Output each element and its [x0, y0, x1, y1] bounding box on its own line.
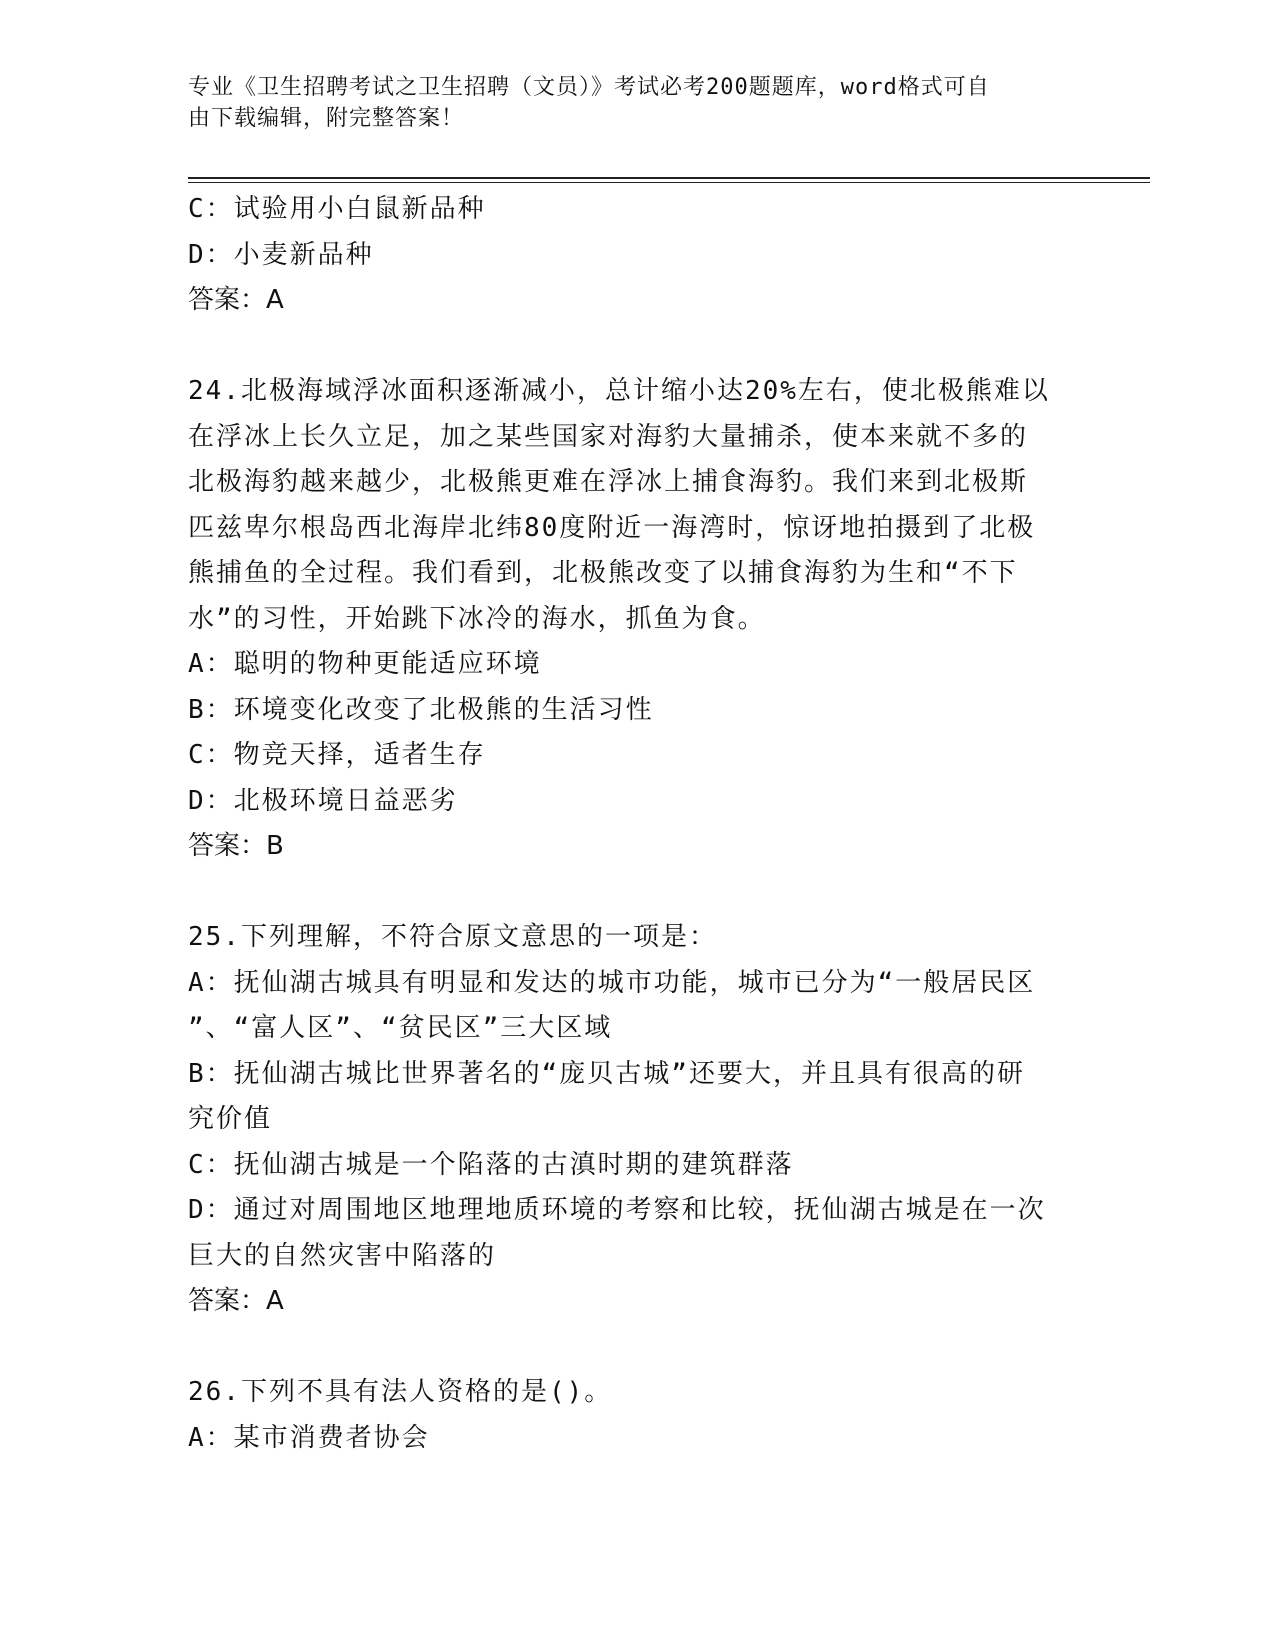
question-stem-line: 北极海豹越来越少，北极熊更难在浮冰上捕食海豹。我们来到北极斯 [188, 467, 1029, 497]
option-a: A：抚仙湖古城具有明显和发达的城市功能，城市已分为“一般居民区 [188, 967, 1036, 998]
option-d: D：北极环境日益恶劣 [188, 785, 458, 816]
option-d-continued: 巨大的自然灾害中陷落的 [188, 1240, 497, 1271]
answer-line: 答案：B [188, 831, 284, 861]
option-a: A：某市消费者协会 [188, 1422, 430, 1453]
question-26 [188, 1370, 1068, 1461]
option-c: C：抚仙湖古城是一个陷落的古滇时期的建筑群落 [188, 1149, 794, 1180]
document-header [188, 72, 1068, 134]
header-line-1: 专业《卫生招聘考试之卫生招聘（文员）》考试必考200题题库，word格式可自 [188, 75, 990, 100]
option-a-continued: ”、“富人区”、“贫民区”三大区域 [188, 1013, 613, 1043]
header-rule-thin [188, 182, 1150, 183]
question-stem: 25.下列理解，不符合原文意思的一项是： [188, 922, 717, 952]
question-stem-line: 24.北极海域浮冰面积逐渐减小，总计缩小达20%左右，使北极熊难以 [188, 376, 1050, 406]
option-d: D：通过对周围地区地理地质环境的考察和比较，抚仙湖古城是在一次 [188, 1195, 1046, 1225]
header-rule-thick [188, 177, 1150, 179]
answer-line: 答案：A [188, 1286, 284, 1316]
spacer [188, 324, 1068, 370]
option-d: D：小麦新品种 [188, 239, 374, 270]
option-b-continued: 究价值 [188, 1104, 273, 1134]
document-body [188, 187, 1068, 1461]
question-23-tail [188, 187, 1068, 324]
question-stem-line: 在浮冰上长久立足，加之某些国家对海豹大量捕杀，使本来就不多的 [188, 421, 1029, 452]
question-25 [188, 915, 1068, 1325]
question-stem: 26.下列不具有法人资格的是()。 [188, 1377, 613, 1407]
question-stem-line: 熊捕鱼的全过程。我们看到，北极熊改变了以捕食海豹为生和“不下 [188, 558, 1018, 588]
spacer [188, 1325, 1068, 1371]
answer-line: 答案：A [188, 285, 284, 315]
header-line-2: 由下载编辑，附完整答案！ [188, 106, 465, 131]
option-b: B：抚仙湖古城比世界著名的“庞贝古城”还要大，并且具有很高的研 [188, 1058, 1025, 1089]
question-stem-line: 匹兹卑尔根岛西北海岸北纬80度附近一海湾时，惊讶地拍摄到了北极 [188, 512, 1036, 543]
option-a: A：聪明的物种更能适应环境 [188, 649, 542, 679]
question-stem-line: 水”的习性，开始跳下冰冷的海水，抓鱼为食。 [188, 603, 766, 634]
option-b: B：环境变化改变了北极熊的生活习性 [188, 694, 654, 725]
spacer [188, 870, 1068, 916]
option-c: C：试验用小白鼠新品种 [188, 194, 486, 224]
option-c: C：物竞天择，适者生存 [188, 740, 486, 770]
question-24 [188, 369, 1068, 870]
